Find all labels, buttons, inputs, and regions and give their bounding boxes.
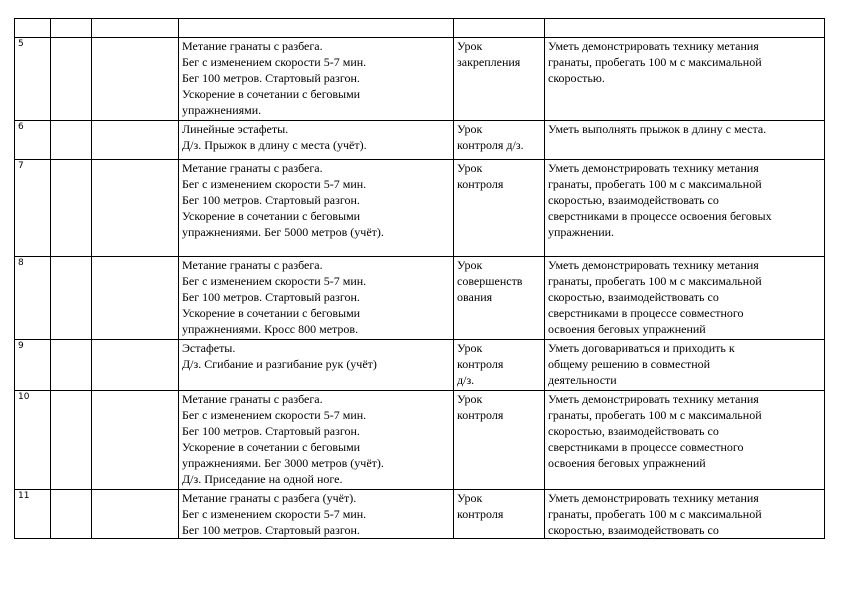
type-line: Урок — [457, 341, 483, 355]
content-line: упражнениями. Бег 3000 метров (учёт). — [182, 456, 384, 470]
empty-cell — [92, 490, 179, 539]
table-cell — [179, 19, 454, 38]
type-line: контроля — [457, 507, 504, 521]
result-line: Уметь демонстрировать технику метания — [548, 258, 759, 272]
result-line: деятельности — [548, 373, 617, 387]
lesson-content — [179, 490, 454, 539]
table-cell — [15, 19, 51, 38]
type-line: Урок — [457, 392, 483, 406]
result-line: гранаты, пробегать 100 м с максимальной — [548, 274, 762, 288]
lesson-number: 5 — [15, 38, 51, 121]
content-line: Д/з. Сгибание и разгибание рук (учёт) — [182, 357, 377, 371]
result-line: упражнении. — [548, 225, 615, 239]
content-line: Бег 100 метров. Стартовый разгон. — [182, 290, 360, 304]
empty-cell — [92, 121, 179, 160]
table-cell — [454, 19, 545, 38]
empty-cell — [51, 121, 92, 160]
result-line: гранаты, пробегать 100 м с максимальной — [548, 177, 762, 191]
table-cell — [51, 19, 92, 38]
result-line: Уметь демонстрировать технику метания — [548, 491, 759, 505]
table-row — [15, 160, 825, 257]
lesson-type — [454, 257, 545, 340]
content-line: Ускорение в сочетании с беговыми — [182, 87, 361, 101]
table-row — [15, 38, 825, 121]
table-cell — [92, 19, 179, 38]
content-line: Эстафеты. — [182, 341, 236, 355]
lesson-type — [454, 160, 545, 257]
table-row — [15, 19, 825, 38]
content-line: Бег 100 метров. Стартовый разгон. — [182, 523, 360, 537]
lesson-content — [179, 38, 454, 121]
content-line: Д/з. Прыжок в длину с места (учёт). — [182, 138, 367, 152]
result-line: скоростью, взаимодействовать со — [548, 523, 719, 537]
type-line: д/з. — [457, 373, 475, 387]
lesson-type — [454, 391, 545, 490]
result-line: гранаты, пробегать 100 м с максимальной — [548, 55, 762, 69]
result-line: Уметь демонстрировать технику метания — [548, 39, 759, 53]
content-line: Метание гранаты с разбега. — [182, 39, 323, 53]
table-row — [15, 391, 825, 490]
lesson-number: 8 — [15, 257, 51, 340]
lesson-type — [454, 38, 545, 121]
result-line: скоростью, взаимодействовать со — [548, 193, 719, 207]
type-line: Урок — [457, 491, 483, 505]
type-line: совершенств — [457, 274, 523, 288]
empty-cell — [51, 391, 92, 490]
empty-cell — [92, 391, 179, 490]
result-line: Уметь демонстрировать технику метания — [548, 392, 759, 406]
lesson-number: 10 — [15, 391, 51, 490]
content-line: Бег с изменением скорости 5-7 мин. — [182, 408, 367, 422]
expected-result — [545, 121, 825, 160]
lesson-type — [454, 121, 545, 160]
lesson-number: 7 — [15, 160, 51, 257]
table-cell — [545, 19, 825, 38]
lesson-number: 6 — [15, 121, 51, 160]
result-line: Уметь выполнять прыжок в длину с места. — [548, 122, 767, 136]
content-line: Бег 100 метров. Стартовый разгон. — [182, 71, 360, 85]
result-line: общему решению в совместной — [548, 357, 711, 371]
result-line: скоростью, взаимодействовать со — [548, 290, 719, 304]
result-line: освоения беговых упражнений — [548, 456, 706, 470]
result-line: сверстниками в процессе освоения беговых — [548, 209, 772, 223]
table-row — [15, 121, 825, 160]
expected-result — [545, 257, 825, 340]
empty-cell — [92, 160, 179, 257]
content-line: Метание гранаты с разбега. — [182, 161, 323, 175]
type-line: Урок — [457, 122, 483, 136]
content-line: упражнениями. Бег 5000 метров (учёт). — [182, 225, 384, 239]
result-line: гранаты, пробегать 100 м с максимальной — [548, 408, 762, 422]
content-line: Линейные эстафеты. — [182, 122, 289, 136]
empty-cell — [51, 160, 92, 257]
content-line: Ускорение в сочетании с беговыми — [182, 209, 361, 223]
result-line: освоения беговых упражнений — [548, 322, 706, 336]
lesson-number: 11 — [15, 490, 51, 539]
type-line: Урок — [457, 39, 483, 53]
empty-cell — [92, 257, 179, 340]
result-line: скоростью, взаимодействовать со — [548, 424, 719, 438]
type-line: контроля — [457, 357, 504, 371]
content-line: упражнениями. — [182, 103, 262, 117]
type-line: контроля д/з. — [457, 138, 524, 152]
lesson-content — [179, 257, 454, 340]
result-line: Уметь договариваться и приходить к — [548, 341, 735, 355]
table-row — [15, 490, 825, 539]
content-line: Бег с изменением скорости 5-7 мин. — [182, 274, 367, 288]
empty-cell — [92, 38, 179, 121]
result-line: сверстниками в процессе совместного — [548, 440, 744, 454]
content-line: Бег с изменением скорости 5-7 мин. — [182, 55, 367, 69]
empty-cell — [92, 340, 179, 391]
lesson-type — [454, 490, 545, 539]
expected-result — [545, 490, 825, 539]
expected-result — [545, 38, 825, 121]
content-line: Ускорение в сочетании с беговыми — [182, 440, 361, 454]
type-line: Урок — [457, 258, 483, 272]
content-line: Метание гранаты с разбега (учёт). — [182, 491, 357, 505]
content-line: Метание гранаты с разбега. — [182, 392, 323, 406]
content-line: Метание гранаты с разбега. — [182, 258, 323, 272]
table-row — [15, 257, 825, 340]
table-row — [15, 340, 825, 391]
type-line: контроля — [457, 408, 504, 422]
type-line: контроля — [457, 177, 504, 191]
type-line: Урок — [457, 161, 483, 175]
content-line: упражнениями. Кросс 800 метров. — [182, 322, 359, 336]
lesson-content — [179, 340, 454, 391]
lesson-content — [179, 391, 454, 490]
content-line: Бег 100 метров. Стартовый разгон. — [182, 424, 360, 438]
type-line: закрепления — [457, 55, 521, 69]
expected-result — [545, 391, 825, 490]
empty-cell — [51, 38, 92, 121]
empty-cell — [51, 340, 92, 391]
result-line: Уметь демонстрировать технику метания — [548, 161, 759, 175]
lesson-content — [179, 121, 454, 160]
content-line: Бег с изменением скорости 5-7 мин. — [182, 177, 367, 191]
expected-result — [545, 160, 825, 257]
content-line: Бег с изменением скорости 5-7 мин. — [182, 507, 367, 521]
lesson-content — [179, 160, 454, 257]
result-line: скоростью. — [548, 71, 605, 85]
empty-cell — [51, 257, 92, 340]
type-line: ования — [457, 290, 493, 304]
lesson-plan-table — [14, 18, 825, 539]
result-line: гранаты, пробегать 100 м с максимальной — [548, 507, 762, 521]
result-line: сверстниками в процессе совместного — [548, 306, 744, 320]
expected-result — [545, 340, 825, 391]
content-line: Бег 100 метров. Стартовый разгон. — [182, 193, 360, 207]
lesson-type — [454, 340, 545, 391]
content-line: Д/з. Приседание на одной ноге. — [182, 472, 343, 486]
lesson-number: 9 — [15, 340, 51, 391]
content-line: Ускорение в сочетании с беговыми — [182, 306, 361, 320]
empty-cell — [51, 490, 92, 539]
